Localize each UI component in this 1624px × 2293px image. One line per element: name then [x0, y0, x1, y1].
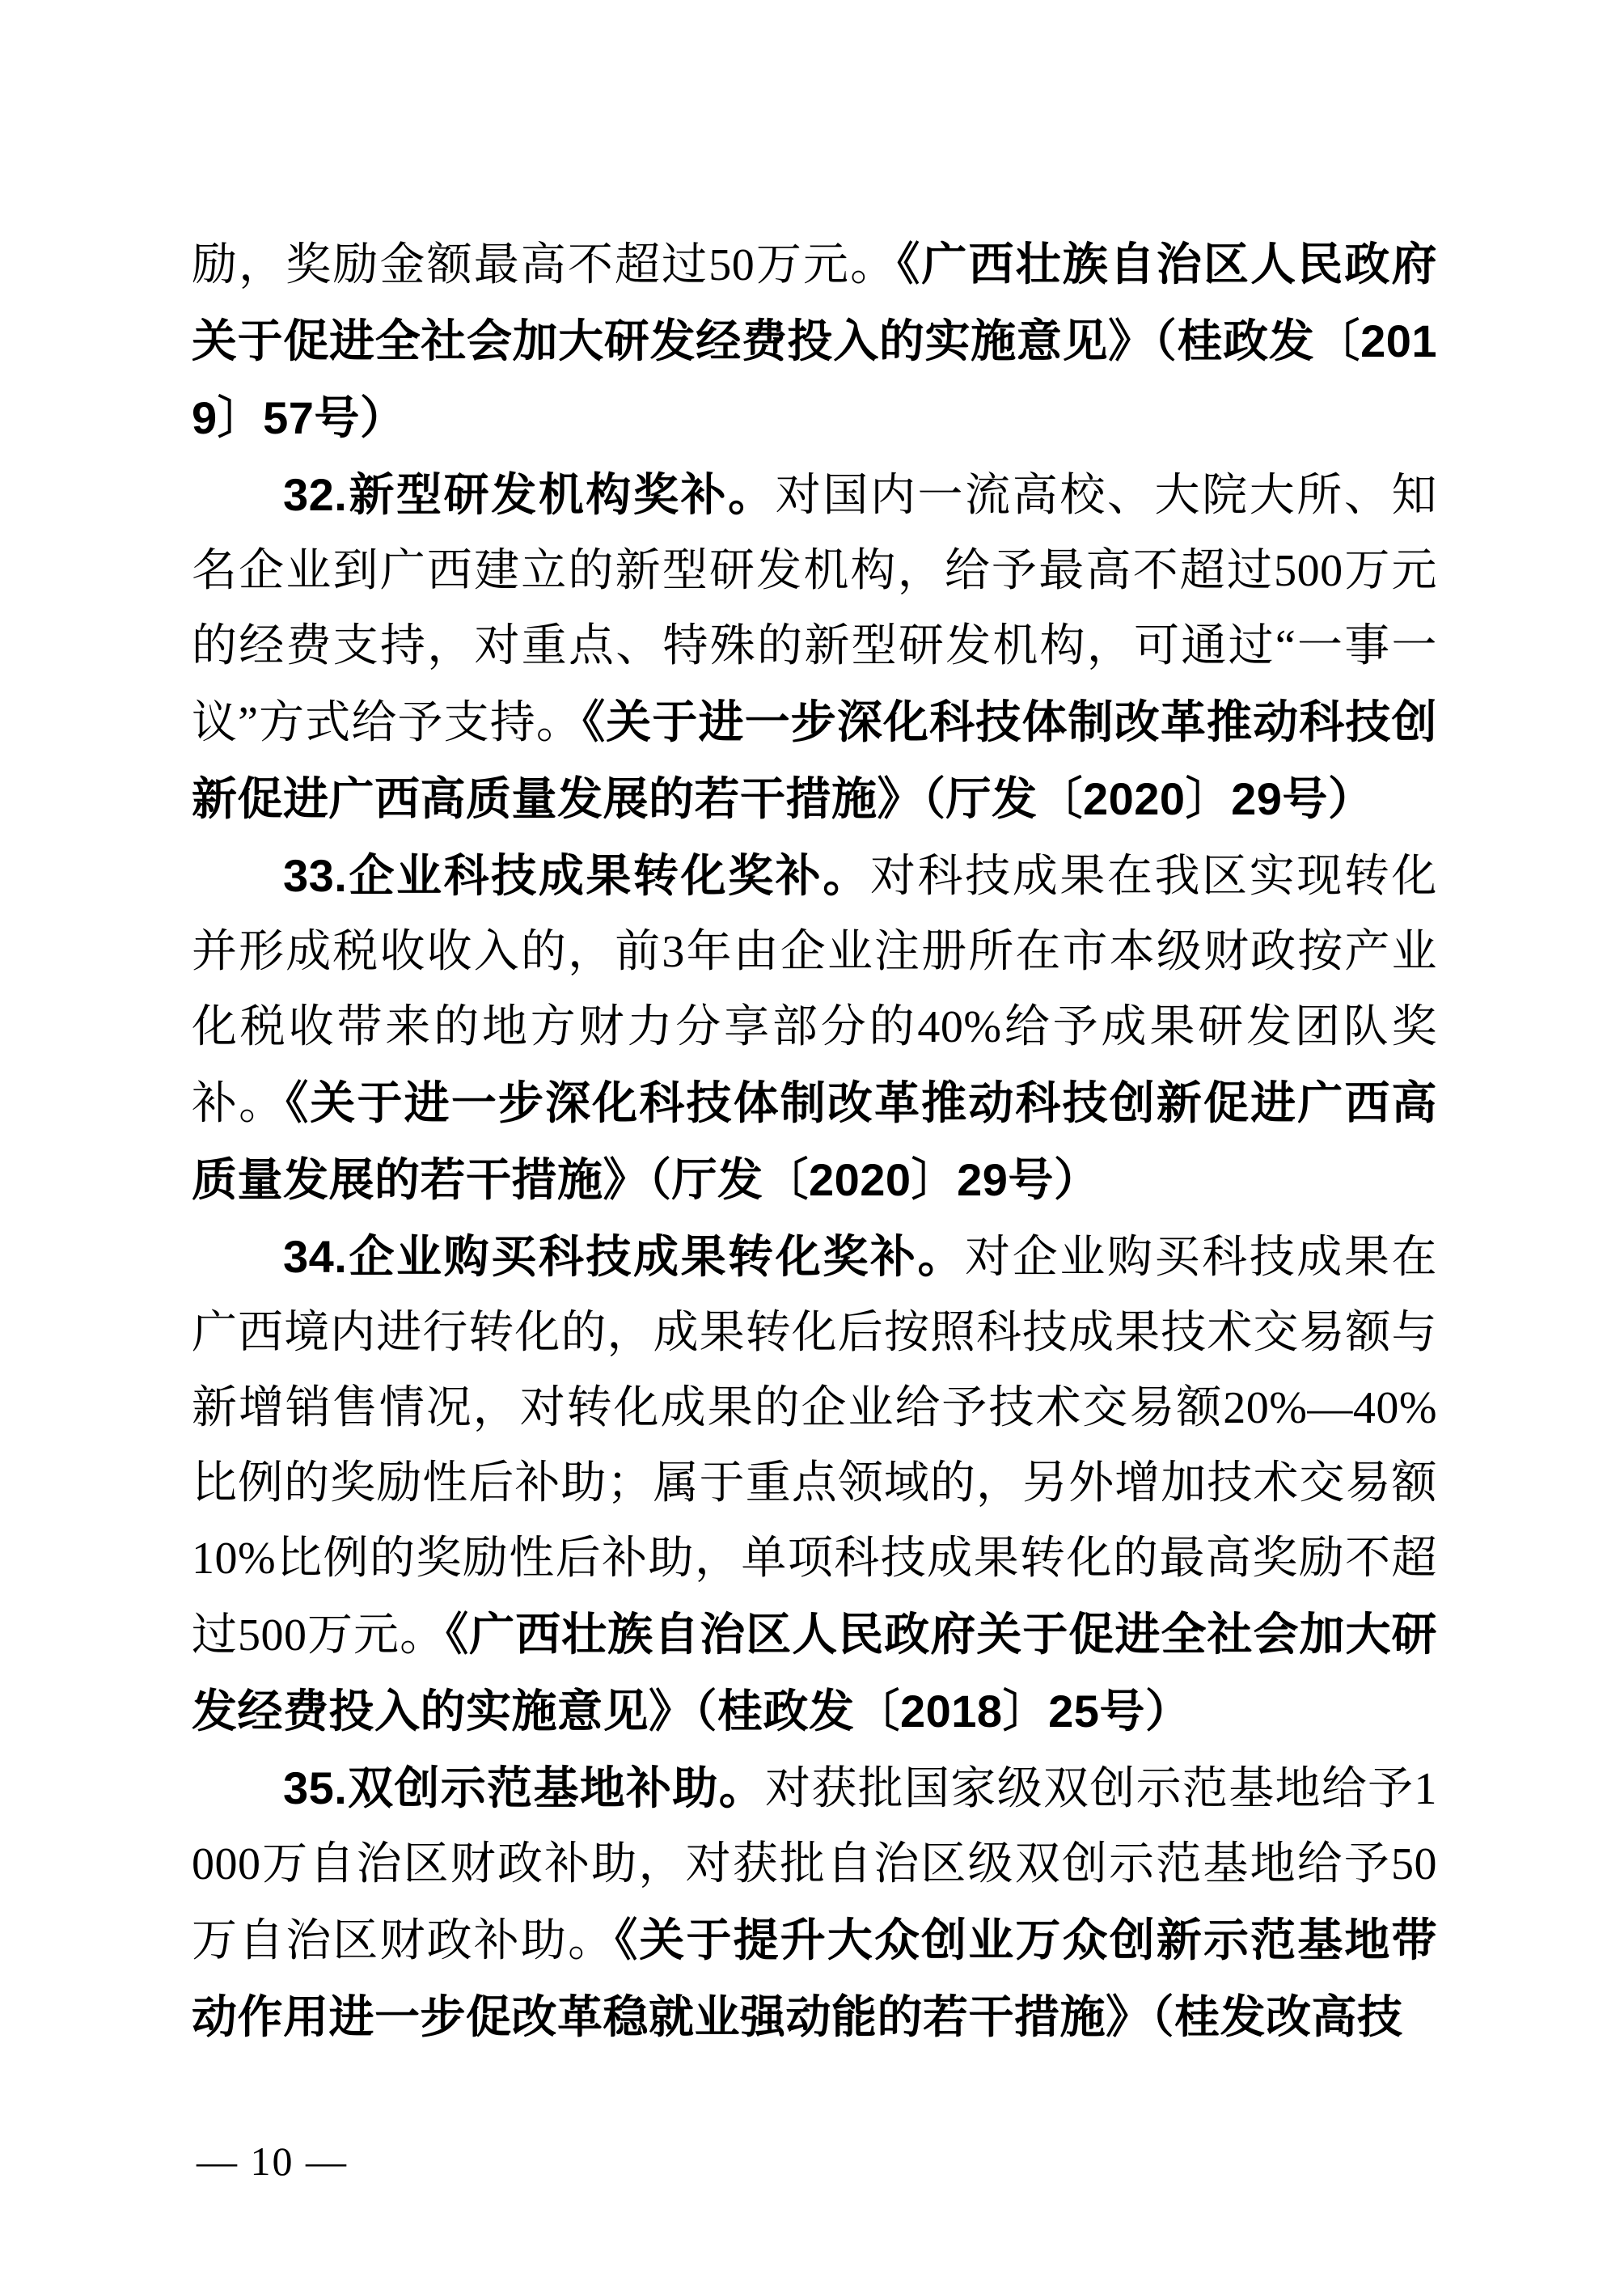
citation-text-segment: 《广西壮族自治区人民政府关于促进全社会加大研发经费投入的实施意见》（桂政发〔2018〕25号）	[192, 1609, 1438, 1737]
page-footer	[197, 2137, 348, 2185]
paragraph-item-34	[192, 1219, 1437, 1750]
clause-title-segment: 32.新型研发机构奖补。	[283, 469, 776, 520]
body-text-segment: 对国内一流高校、大院大所、知名企业到广西建立的新型研发机构，给予最高不超过500万元的经费支持，对重点、特殊的新型研发机构，可通过“一事一议”方式给予支持。	[192, 471, 1437, 748]
page-number: — 10 —	[197, 2139, 348, 2184]
paragraph-continuation	[192, 226, 1437, 457]
document-body	[192, 226, 1437, 2056]
paragraph-item-35	[192, 1750, 1437, 2056]
body-text-segment: 对企业购买科技成果在广西境内进行转化的，成果转化后按照科技成果技术交易额与新增销售情况，对转化成果的企业给予技术交易额20%—40%比例的奖励性后补助；属于重点领域的，另外增加技术交易额10%比例的奖励性后补助，单项科技成果转化的最高奖励不超过500万元。	[192, 1233, 1437, 1661]
citation-text-segment: 《关于进一步深化科技体制改革推动科技创新促进广西高质量发展的若干措施》（厅发〔2020〕29号）	[192, 1077, 1438, 1205]
body-text-segment: 对获批国家级双创示范基地给予1000万自治区财政补助，对获批自治区级双创示范基地给予50万自治区财政补助。	[192, 1764, 1437, 1966]
body-text-segment: 对科技成果在我区实现转化并形成税收收入的，前3年由企业注册所在市本级财政按产业化税收带来的地方财力分享部分的40%给予成果研发团队奖补。	[192, 852, 1437, 1129]
clause-title-segment: 34.企业购买科技成果转化奖补。	[283, 1231, 966, 1282]
paragraph-item-33	[192, 838, 1437, 1219]
citation-text-segment: 《广西壮族自治区人民政府关于促进全社会加大研发经费投入的实施意见》（桂政发〔2019〕57号）	[192, 239, 1438, 443]
citation-text-segment: 《关于进一步深化科技体制改革推动科技创新促进广西高质量发展的若干措施》（厅发〔2020〕29号）	[192, 696, 1438, 824]
clause-title-segment: 35.双创示范基地补助。	[283, 1762, 766, 1813]
clause-title-segment: 33.企业科技成果转化奖补。	[283, 850, 870, 901]
citation-text-segment: 《关于提升大众创业万众创新示范基地带动作用进一步促改革稳就业强动能的若干措施》（桂发改高技	[192, 1914, 1438, 2042]
body-text-segment: 励，奖励金额最高不超过50万元。	[192, 240, 898, 290]
paragraph-item-32	[192, 457, 1437, 838]
